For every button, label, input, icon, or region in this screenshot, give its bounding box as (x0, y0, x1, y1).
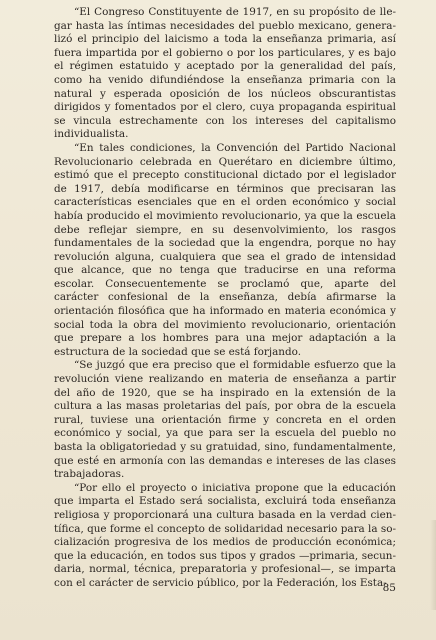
paragraph-2: “En tales condiciones, la Convención del Partido Nacional Revolucionario celebrada en Querétaro en diciembre último, estimó que el precepto constitucional dictado por el legislador de 1917, debía modificarse en términos que precisaran las características esenciales que en el orden económico y social había producido el movimiento revolucionario, ya que la escuela debe reflejar siempre, en su desenvolvimiento, los rasgos fundamentales de la sociedad que la engendra, porque no hay revolución alguna, cualquiera que sea el grado de intensidad que alcance, que no tenga que traducirse en una reforma escolar. Consecuentemente se proclamó que, aparte del carácter confesional de la enseñanza, debía afirmarse la orientación filosófica que ha informado en materia económica y social toda la obra del movimiento revolucionario, orientación que prepare a los hombres para una mejor adaptación a la estructura de la sociedad que se está forjando. (54, 141, 396, 358)
body-text (54, 6, 396, 591)
paragraph-3: “Se juzgó que era preciso que el formidable esfuerzo que la revolución viene realizando en materia de enseñanza a partir del año de 1920, que se ha inspirado en la extensión de la cultura a las masas proletarias del país, por obra de la escuela rural, tuviese una orientación firme y concreta en el orden económico y social, ya que para ser la escuela del pueblo no basta la obligatoriedad y su gratuidad, sino, fundamentalmente, que esté en armonía con las demandas e intereses de las clases trabajadoras. (54, 359, 396, 481)
page-number: 85 (382, 582, 396, 594)
paragraph-4: “Por ello el proyecto o iniciativa propone que la educación que imparta el Estado será socialista, excluirá toda enseñanza religiosa y proporcionará una cultura basada en la verdad científica, que forme el concepto de solidaridad necesario para la socialización progresiva de los medios de producción económica; que la educación, en todos sus tipos y grados —primaria, secundaria, normal, técnica, preparatoria y profesional—, se imparta con el carácter de servicio público, por la Federación, los Esta- (54, 481, 396, 589)
paragraph-1: “El Congreso Constituyente de 1917, en su propósito de llegar hasta las íntimas necesidades del pueblo mexicano, generalizó el principio del laicismo a toda la enseñanza primaria, así fuera impartida por el gobierno o por los particulares, y es bajo el régimen estatuido y aceptado por la generalidad del país, como ha venido difundiéndose la enseñanza primaria con la natural y esperada oposición de los núcleos obscurantistas dirigidos y fomentados por el clero, cuya propaganda espiritual se vincula estrechamente con los intereses del capitalismo individualista. (54, 6, 396, 141)
page-edge-shadow (430, 520, 436, 610)
